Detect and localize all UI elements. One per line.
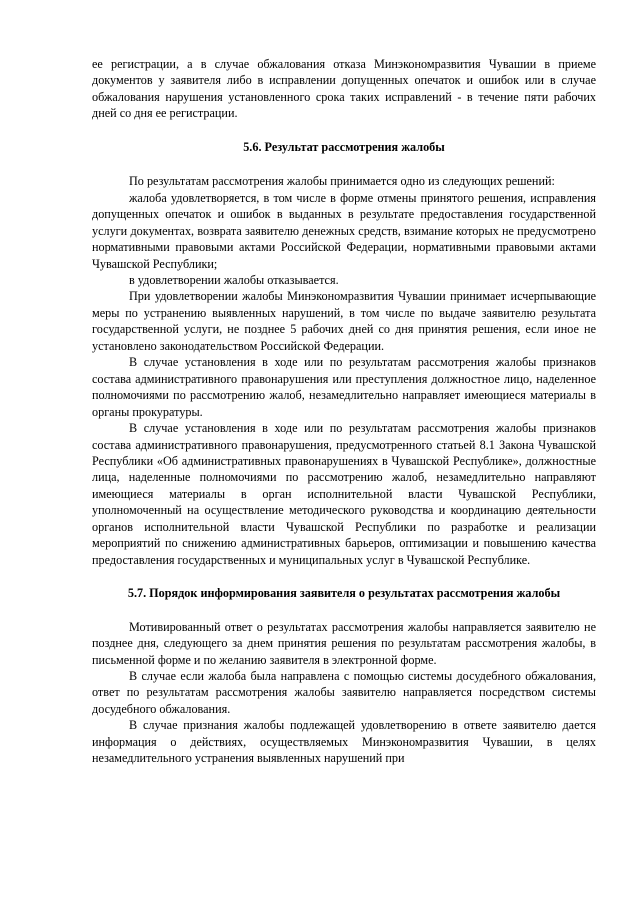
paragraph-5-6-option-satisfied: жалоба удовлетворяется, в том числе в форме отмены принятого решения, исправления допущенных опечаток и ошибок в выданных в результате предоставления государственной услуги документах, возврата заявителю денежных средств, взимание которых не предусмотрено нормативными правовыми актами Российской Федерации, нормативными правовыми актами Чувашской Республики;: [92, 190, 596, 271]
paragraph-5-6-intro: По результатам рассмотрения жалобы принимается одно из следующих решений:: [129, 174, 555, 189]
section-heading-5-6: 5.6. Результат рассмотрения жалобы: [243, 139, 445, 154]
section-heading-5-7: 5.7. Порядок информирования заявителя о результатах рассмотрения жалобы: [127, 586, 561, 601]
document-page: [92, 56, 596, 767]
paragraph-5-6-option-refused: в удовлетворении жалобы отказывается.: [129, 272, 339, 287]
paragraph-5-6-measures: При удовлетворении жалобы Минэкономразвития Чувашии принимает исчерпывающие меры по устранению выявленных нарушений, в том числе по выдаче заявителю результата государственной услуги, не позднее 5 рабочих дней со дня принятия решения, если иное не установлено законодательством Российской Федерации.: [92, 289, 596, 353]
paragraph-5-7-satisfied: В случае признания жалобы подлежащей удовлетворению в ответе заявителю дается информация о действиях, осуществляемых Минэкономразвития Чувашии, в целях незамедлительного устранения выявленных нарушений при: [92, 718, 596, 766]
paragraph-5-7-answer: Мотивированный ответ о результатах рассмотрения жалобы направляется заявителю не позднее дня, следующего за днем принятия решения по результатам рассмотрения жалобы, в письменной форме и по желанию заявителя в электронной форме.: [92, 619, 596, 667]
paragraph-5-6-prosecutor: В случае установления в ходе или по результатам рассмотрения жалобы признаков состава административного правонарушения или преступления должностное лицо, наделенное полномочиями по рассмотрению жалоб, незамедлительно направляет имеющиеся материалы в органы прокуратуры.: [92, 355, 596, 419]
paragraph-5-6-article-8-1: В случае установления в ходе или по результатам рассмотрения жалобы признаков состава административного правонарушения, предусмотренного статьей 8.1 Закона Чувашской Республики «Об административных правонарушениях в Чувашской Республике», должностные лица, наделенные полномочиями по рассмотрению жалоб, незамедлительно направляют имеющиеся материалы в орган исполнительной власти Чувашской Республики, уполномоченный на осуществление методического руководства и координацию деятельности органов исполнительной власти Чувашской Республики по разработке и реализации мероприятий по снижению административных барьеров, оптимизации и повышению качества предоставления государственных и муниципальных услуг в Чувашской Республике.: [92, 421, 596, 567]
paragraph-5-7-system: В случае если жалоба была направлена с помощью системы досудебного обжалования, ответ по результатам рассмотрения жалобы заявителю направляется посредством системы досудебного обжалования.: [92, 668, 596, 716]
paragraph-continuation: ее регистрации, а в случае обжалования отказа Минэкономразвития Чувашии в приеме документов у заявителя либо в исправлении допущенных опечаток и ошибок или в случае обжалования нарушения установленного срока таких исправлений - в течение пяти рабочих дней со дня ее регистрации.: [92, 57, 596, 121]
